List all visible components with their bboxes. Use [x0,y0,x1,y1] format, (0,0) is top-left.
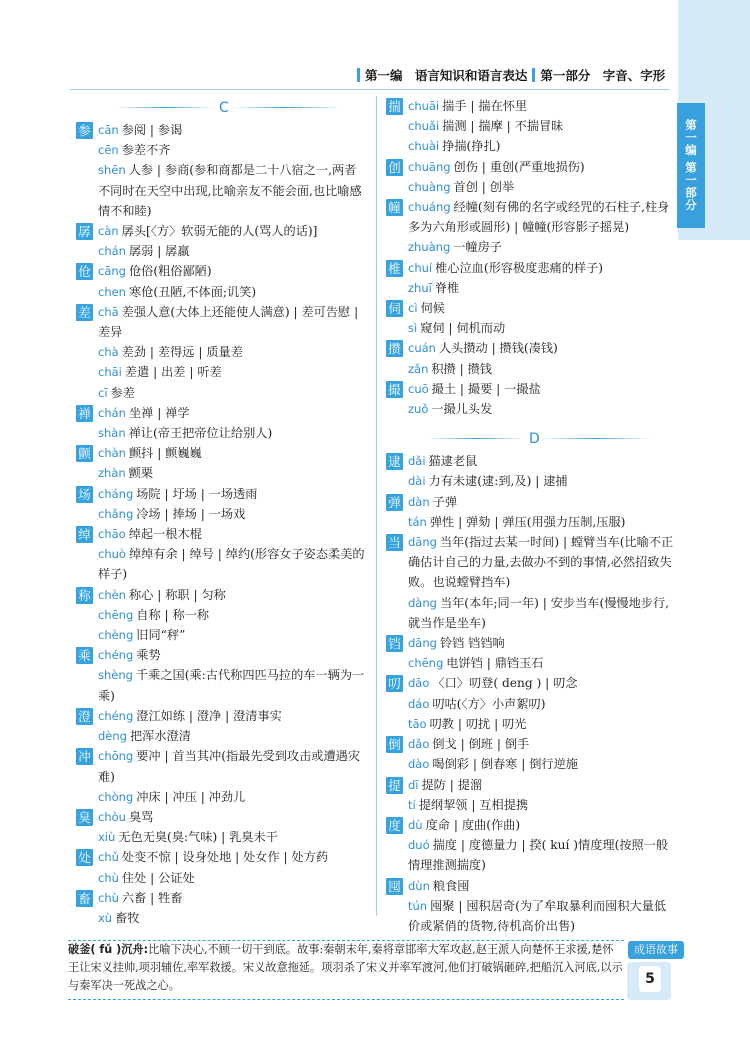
example-text: 粮食囤 [432,878,470,893]
pinyin: dī [408,777,419,792]
reading-line [98,160,366,221]
pinyin: zhàn [98,466,126,481]
pinyin: dào [408,757,430,772]
pinyin: chāi [98,365,122,380]
pinyin: chēng [408,656,444,671]
dictionary-entry [76,706,366,746]
headword-char: 称 [76,587,93,604]
example-text: 当年(指过去某一时间) | 螳臂当车(比喻不正确估计自己的力量,去做办不到的事情,必然招致失败。也说螳臂挡车) [408,535,674,590]
headword-char: 弹 [386,494,403,511]
headword-char: 度 [386,817,403,834]
pinyin: dù [408,817,423,832]
header-part1: 第一编 [365,68,403,83]
pinyin: dāo [408,676,430,691]
pinyin: tún [408,898,428,913]
headword-char: 椎 [386,260,403,277]
pinyin: chēng [98,607,134,622]
side-tab: 第一编 第一部分 [677,103,705,228]
pinyin: dàn [408,494,430,509]
pinyin: chuǎi [408,119,440,134]
example-text: 场院 | 圩场 | 一场透雨 [136,486,258,501]
reading-line [408,359,676,379]
pinyin: chen [98,284,126,299]
dictionary-entry [386,379,676,419]
pinyin: tí [408,797,416,812]
reading-line [408,471,676,491]
example-text: 揣测 | 揣摩 | 不揣冒昧 [442,119,564,134]
pinyin: chéng [98,648,134,663]
reading-line [408,633,676,653]
example-text: 差劲 | 差得远 | 质量差 [121,345,243,360]
reading-line [408,379,676,399]
pinyin: chuàng [408,179,451,194]
headword-char: 铛 [386,635,403,652]
headword-char: 处 [76,849,93,866]
headword-char: 攒 [386,340,403,357]
example-text: 窥伺 | 伺机而动 [420,321,506,336]
reading-line [408,532,676,593]
reading-line [98,241,366,261]
pinyin: chuài [408,139,440,154]
example-text: 〈口〉叨登( deng ) | 叨念 [432,676,578,691]
headword-char: 澄 [76,708,93,725]
example-text: 揣度 | 度德量力 | 揆( kuí )情度理(按照一般情理推测揣度) [408,838,669,873]
pinyin: cuō [408,381,429,396]
reading-line [408,177,676,197]
headword-char: 囤 [386,878,403,895]
dictionary-entry [76,888,366,928]
example-text: 冷场 | 捧场 | 一场戏 [136,506,246,521]
pinyin: chàn [98,446,126,461]
dictionary-entry [76,484,366,524]
reading-line [98,746,366,786]
headword-char: 场 [76,486,93,503]
pinyin: sì [408,321,418,336]
reading-line [408,136,676,156]
example-text: 首创 | 创举 [453,179,515,194]
example-text: 要冲 | 首当其冲(指最先受到攻击或遭遇灾难) [98,749,361,784]
pinyin: cī [98,385,108,400]
reading-line [408,653,676,673]
example-text: 无色无臭(臭:气味) | 乳臭未干 [118,830,278,845]
reading-line [98,504,366,524]
reading-line [408,795,676,815]
example-text: 坐禅 | 禅学 [128,405,190,420]
example-text: 六畜 | 牲畜 [121,890,183,905]
pinyin: chèn [98,587,126,602]
example-text: 禅让(帝王把帝位让给别人) [128,426,273,441]
example-text: 颤栗 [128,466,154,481]
example-text: 经幢(刻有佛的名字或经咒的石柱子,柱身多为六角形或圆形) | 幢幢(形容影子摇晃) [408,200,670,235]
reading-line [98,625,366,645]
section-letter: C [219,100,229,116]
dictionary-entry [386,734,676,774]
reading-line [98,302,366,342]
reading-line [408,754,676,774]
pinyin: tán [408,514,427,529]
idiom-story: 比喻下决心,不顾一切干到底。故事:秦朝末年,秦将章邯率大军攻赵,赵王派人向楚怀王求援,楚怀王让宋义挂帅,项羽辅佐,率军救援。宋义故意拖延。项羽杀了宋义并率军渡河,他们打破锅砸碎,把船沉入河底,以示与秦军决一死战之心。 [68,943,623,992]
dictionary-entry [386,532,676,633]
reading-line [408,197,676,237]
pinyin: càn [98,224,119,239]
pinyin: dàng [408,595,437,610]
pinyin: shèng [98,668,133,683]
reading-line [408,815,676,835]
reading-line [408,694,676,714]
reading-line [98,221,366,241]
pinyin: cāng [98,264,126,279]
headword-char: 叨 [386,675,403,692]
headword-char: 伧 [76,263,93,280]
headword-char: 创 [386,159,403,176]
example-text: 臭骂 [128,809,154,824]
dictionary-entry [386,492,676,532]
example-text: 创伤 | 重创(严重地损伤) [453,159,585,174]
entry-list [386,451,676,936]
example-text: 提防 | 提溜 [421,777,483,792]
dictionary-entry [386,258,676,298]
pinyin: shēn [98,163,126,178]
example-text: 弹性 | 弹劾 | 弹压(用强力压制,压服) [429,514,626,529]
example-text: 挣揣(挣扎) [442,139,501,154]
left-column [76,96,366,928]
headword-char: 幢 [386,199,403,216]
dictionary-entry [386,451,676,491]
example-text: 千乘之国(乘:古代称四匹马拉的车一辆为一乘) [98,668,365,703]
reading-line [98,827,366,847]
pinyin: cháng [98,486,134,501]
header-title: 语言知识和语言表达 [414,68,528,83]
example-text: 把浑水澄清 [129,729,191,744]
headword-char: 伺 [386,300,403,317]
example-text: 电饼铛 | 鼎铛玉石 [446,656,544,671]
dictionary-entry [386,876,676,937]
reading-line [408,157,676,177]
example-text: 积攒 | 攒钱 [431,361,492,376]
headword-char: 逮 [386,453,403,470]
reading-line [98,787,366,807]
pinyin: chuí [408,260,433,275]
example-text: 颤抖 | 颤巍巍 [128,446,202,461]
section-heading [76,96,366,120]
example-text: 孱弱 | 孱羸 [128,244,190,259]
dictionary-entry [76,221,366,261]
headword-char: 绰 [76,526,93,543]
pinyin: dài [408,474,426,489]
column-divider [376,96,377,916]
section-letter: D [529,431,540,448]
reading-line [98,140,366,160]
dictionary-entry [76,645,366,706]
headword-char: 孱 [76,223,93,240]
pinyin: shàn [98,426,126,441]
idiom-story-box [68,940,624,1000]
headword-char: 当 [386,534,403,551]
dictionary-entry [386,197,676,258]
pinyin: dáo [408,696,430,711]
pinyin: chuāi [408,99,440,113]
dictionary-entry [386,775,676,815]
pinyin: xù [98,910,113,925]
example-text: 脊椎 [434,280,460,295]
reading-line [408,298,676,318]
dictionary-entry [76,261,366,301]
pinyin: chù [98,870,119,885]
example-text: 撮土 | 撮要 | 一撮盐 [431,381,541,396]
example-text: 住处 | 公证处 [121,870,195,885]
pinyin: chòng [98,789,134,804]
pinyin: chòu [98,809,126,824]
reading-line [408,258,676,278]
example-text: 冲床 | 冲压 | 冲劲儿 [136,789,246,804]
reading-line [408,876,676,896]
dictionary-entry [76,847,366,887]
reading-line [408,775,676,795]
example-text: 称心 | 称职 | 匀称 [128,587,226,602]
pinyin: cān [98,123,119,137]
pinyin: dǎi [408,454,426,469]
example-text: 孱头[〈方〉软弱无能的人(骂人的话)] [121,224,318,239]
reading-line [408,714,676,734]
headword-char: 冲 [76,748,93,765]
pinyin: dùn [408,878,430,893]
pinyin: dèng [98,729,127,744]
headword-char: 揣 [386,98,403,115]
dictionary-entry [76,403,366,443]
pinyin: dǎo [408,737,430,752]
example-text: 澄江如练 | 澄净 | 澄清事实 [136,708,282,723]
pinyin: chāo [98,527,126,542]
reading-line [408,116,676,136]
example-text: 椎心泣血(形容极度悲痛的样子) [435,260,604,275]
example-text: 人头攒动 | 攒钱(凑钱) [438,341,558,356]
reading-line [98,120,366,140]
dictionary-entry [386,633,676,673]
pinyin: cēn [98,143,119,158]
example-text: 揣手 | 揣在怀里 [442,99,528,113]
header-bar [532,68,535,82]
pinyin: chán [98,244,126,259]
section-heading [386,427,676,451]
reading-line [98,282,366,302]
reading-line [98,807,366,827]
header-part2: 第一部分 [540,68,591,83]
pinyin: zhuī [408,280,432,295]
example-text: 叨咕(〈方〉小声絮叨) [432,696,546,711]
pinyin: duó [408,838,430,853]
pinyin: chǎng [98,506,134,521]
headword-char: 禅 [76,405,93,422]
example-text: 一撮儿头发 [431,402,493,417]
headword-char: 参 [76,122,93,139]
example-text: 人参 | 参商(参和商都是二十八宿之一,两者不同时在天空中出现,比喻亲友不能会面,也比喻感情不和睦) [98,163,362,218]
example-text: 叨教 | 叨扰 | 叨光 [429,716,527,731]
example-text: 铃铛 铛铛响 [439,636,505,651]
page-header [352,66,665,86]
reading-line [408,399,676,419]
reading-line [408,318,676,338]
reading-line [98,383,366,403]
reading-line [98,847,366,867]
idiom-title: 破釜( fǔ )沉舟: [68,943,149,956]
example-text: 伧俗(粗俗鄙陋) [128,264,212,279]
example-text: 伺候 [420,301,445,316]
reading-line [98,868,366,888]
header-divider [70,89,670,90]
example-text: 自称 | 称一称 [136,607,210,622]
example-text: 当年(本年;同一年) | 安步当车(慢慢地步行,就当作是坐车) [408,595,670,630]
page-number: 5 [639,966,661,992]
reading-line [98,443,366,463]
reading-line [98,342,366,362]
reading-line [408,278,676,298]
reading-line [98,726,366,746]
pinyin: dāng [408,535,437,550]
example-text: 乘势 [136,648,161,663]
reading-line [98,261,366,281]
reading-line [98,605,366,625]
pinyin: chà [98,345,119,360]
dictionary-entry [386,815,676,876]
entry-list [76,120,366,928]
dictionary-entry [76,443,366,483]
dictionary-entry [76,120,366,221]
pinyin: chǔ [98,850,119,865]
pinyin: chèng [98,628,134,643]
pinyin: chā [98,304,119,319]
example-text: 喝倒彩 | 倒春寒 | 倒行逆施 [432,757,578,772]
example-text: 差强人意(大体上还能使人满意) | 差可告慰 | 差异 [98,304,359,340]
example-text: 差遣 | 出差 | 听差 [124,365,222,380]
dictionary-entry [76,302,366,403]
dictionary-entry [386,157,676,197]
example-text: 参差不齐 [121,143,171,158]
headword-char: 差 [76,304,93,321]
pinyin: cuán [408,341,436,356]
dictionary-entry [386,338,676,378]
pinyin: xiù [98,830,116,845]
dictionary-entry [76,746,366,807]
reading-line [408,451,676,471]
pinyin: chù [98,890,119,905]
pinyin: dāng [408,636,437,651]
reading-line [98,423,366,443]
reading-line [408,734,676,754]
header-topic: 字音、字形 [602,68,666,83]
reading-line [98,908,366,928]
pinyin: chuāng [408,159,451,174]
example-text: 绰起一根木棍 [128,527,202,542]
dictionary-entry [76,807,366,847]
reading-line [408,237,676,257]
pinyin: chuáng [408,200,451,215]
pinyin: cì [408,301,418,316]
reading-line [98,524,366,544]
reading-line [98,645,366,665]
pinyin: chán [98,405,126,420]
headword-char: 颤 [76,445,93,462]
reading-line [98,403,366,423]
dictionary-entry [76,524,366,585]
example-text: 子弹 [432,494,458,509]
pinyin: zǎn [408,361,429,376]
reading-line [408,492,676,512]
right-column [386,96,676,936]
example-text: 倒戈 | 倒班 | 倒手 [432,737,530,752]
headword-char: 臭 [76,809,93,826]
pinyin: zhuàng [408,240,451,255]
example-text: 力有未逮(逮:到,及) | 逮捕 [428,474,568,489]
headword-char: 乘 [76,647,93,664]
dictionary-entry [386,96,676,157]
reading-line [98,362,366,382]
reading-line [408,673,676,693]
headword-char: 撮 [386,381,403,398]
example-text: 寒伧(丑陋,不体面;讥笑) [128,284,257,299]
pinyin: chuò [98,547,126,562]
example-text: 旧同“秤” [136,628,186,643]
dictionary-entry [386,298,676,338]
example-text: 参差 [110,385,135,400]
reading-line [98,484,366,504]
reading-line [98,544,366,584]
example-text: 度命 | 度曲(作曲) [425,817,521,832]
reading-line [98,706,366,726]
dictionary-entry [386,673,676,734]
example-text: 参阅 | 参谒 [121,123,183,137]
example-text: 猫逮老鼠 [428,454,478,469]
headword-char: 提 [386,777,403,794]
pinyin: chōng [98,749,134,764]
reading-line [98,585,366,605]
example-text: 囤聚 | 囤积居奇(为了牟取暴利而囤积大量低价或紧俏的货物,待机高价出售) [408,898,667,933]
pinyin: tāo [408,716,427,731]
example-text: 一幢房子 [453,240,502,255]
example-text: 绰绰有余 | 绰号 | 绰约(形容女子姿态柔美的样子) [98,547,365,582]
reading-line [98,888,366,908]
reading-line [408,96,676,116]
entry-list [386,96,676,419]
reading-line [408,593,676,633]
reading-line [98,463,366,483]
example-text: 提纲挈领 | 互相提携 [418,797,529,812]
reading-line [408,512,676,532]
reading-line [408,896,676,936]
header-bar [357,68,360,82]
example-text: 处变不惊 | 设身处地 | 处女作 | 处方药 [121,850,329,865]
idiom-story-tag: 成语故事 [628,941,684,959]
reading-line [408,835,676,875]
pinyin: chéng [98,708,134,723]
reading-line [98,665,366,705]
dictionary-entry [76,585,366,646]
pinyin: zuǒ [408,402,429,417]
example-text: 畜牧 [115,910,140,925]
headword-char: 倒 [386,736,403,753]
reading-line [408,338,676,358]
headword-char: 畜 [76,890,93,907]
